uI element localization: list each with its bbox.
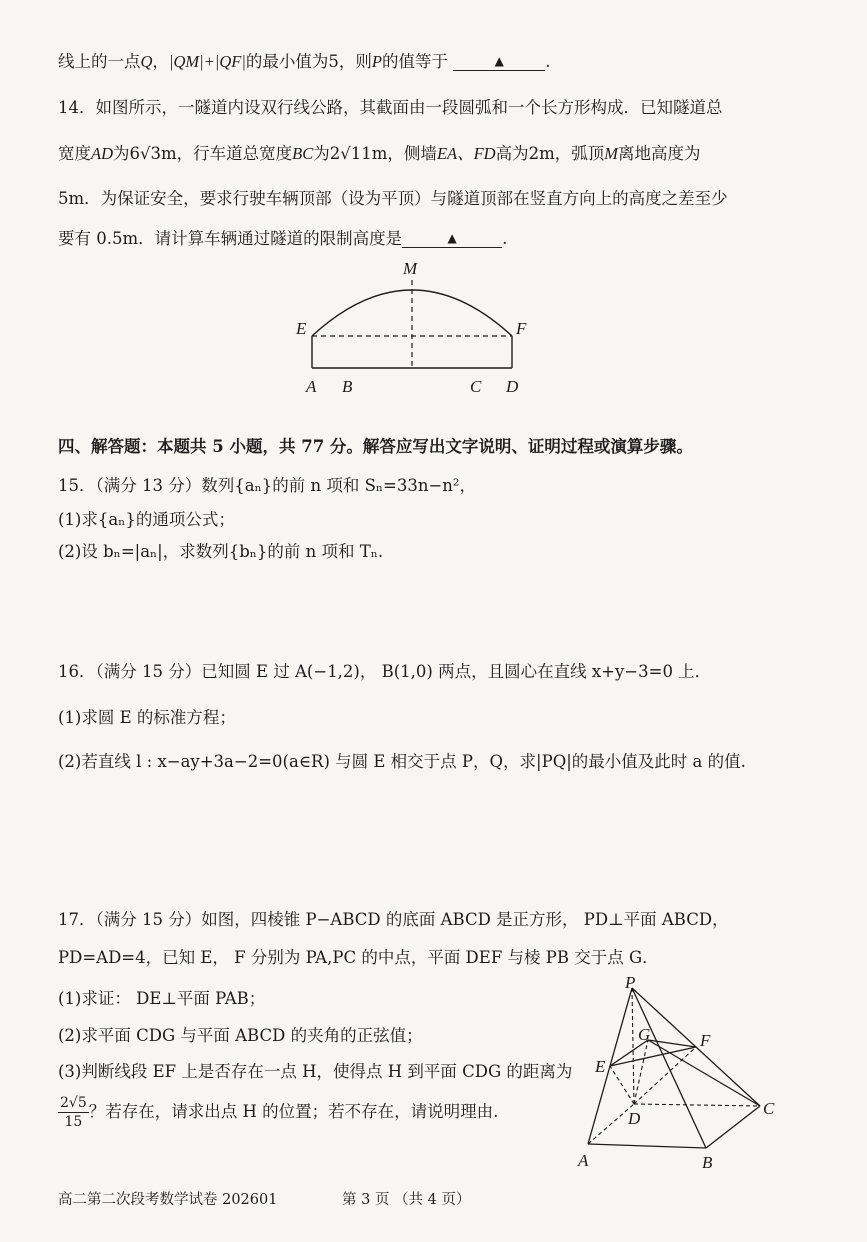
q15-part2: (2)设 bₙ=|aₙ|，求数列{bₙ}的前 n 项和 Tₙ.	[58, 542, 384, 561]
edge-DE	[610, 1066, 634, 1104]
q14-l2k: 高为2m，弧顶	[495, 144, 605, 163]
q13-p: P	[371, 52, 382, 71]
label-F: F	[700, 1031, 711, 1050]
edge-DF	[634, 1047, 696, 1104]
edge-PD	[632, 988, 634, 1104]
q13-middle: 的最小值为5，则	[245, 52, 372, 71]
q17-part2: (2)求平面 CDG 与平面 ABCD 的夹角的正弦值；	[58, 1026, 423, 1045]
label-C: C	[470, 377, 482, 396]
label-F: F	[516, 319, 527, 338]
q17-part3-tail	[58, 1094, 498, 1131]
q14-l2h: 2√11	[329, 144, 372, 163]
q16-line1: 16．（满分 15 分）已知圆 E 过 A(−1,2)， B(1,0) 两点，且圆心在直线 x+y−3=0 上．	[58, 662, 712, 681]
label-D: D	[506, 377, 519, 396]
q17-line2: PD=AD=4，已知 E， F 分别为 PA,PC 的中点，平面 DEF 与棱 PB 交于点 G．	[58, 948, 659, 967]
q17-part3: (3)判断线段 EF 上是否存在一点 H，使得点 H 到平面 CDG 的距离为	[58, 1062, 573, 1081]
q14-l2d: 6√3	[129, 144, 162, 163]
q17-part1: (1)求证： DE⊥平面 PAB；	[58, 989, 266, 1008]
q13-answer-blank[interactable]	[453, 52, 545, 71]
footer-exam-title: 高二第二次段考数学试卷 202601	[58, 1192, 278, 1208]
q14-line1: 14．如图所示，一隧道内设双行线公路，其截面由一段圆弧和一个长方形构成．已知隧道总	[58, 98, 723, 117]
q14-l2g: 为	[313, 144, 330, 163]
q16-part1: (1)求圆 E 的标准方程；	[58, 708, 236, 727]
q14-l2l: M	[604, 144, 618, 163]
q13-point: Q	[140, 52, 153, 71]
q15-line1: 15．（满分 13 分）数列{aₙ}的前 n 项和 Sₙ=33n−n²，	[58, 476, 477, 495]
edge-DG	[634, 1040, 648, 1104]
label-B: B	[342, 377, 353, 396]
q16-part2: (2)若直线 l : x−ay+3a−2=0(a∈R) 与圆 E 相交于点 P，Q，求|PQ|的最小值及此时 a 的值.	[58, 752, 746, 771]
label-M: M	[403, 259, 418, 278]
pyramid-figure	[570, 976, 790, 1176]
q14-line4: 要有 0.5m．请计算车辆通过隧道的限制高度是 ▲ .	[58, 229, 508, 248]
label-P: P	[625, 976, 636, 992]
q13-sep: ，	[152, 52, 169, 71]
q14-l2a: 宽度	[58, 144, 91, 163]
q15-part1: (1)求{aₙ}的通项公式；	[58, 510, 235, 529]
q13-prefix: 线上的一点	[58, 52, 141, 71]
q14-line3: 5m．为保证安全，要求行驶车辆顶部（设为平顶）与隧道顶部在竖直方向上的高度之差至少	[58, 189, 728, 208]
q17-line1: 17．（满分 15 分）如图，四棱锥 P−ABCD 的底面 ABCD 是正方形， PD⊥平面 ABCD，	[58, 910, 729, 929]
edge-DC	[634, 1104, 760, 1106]
q14-answer-blank[interactable]	[402, 229, 502, 248]
answer-triangle-icon: ▲	[494, 54, 504, 68]
q14-l2f: BC	[292, 144, 314, 163]
label-C: C	[763, 1099, 775, 1118]
label-D: D	[628, 1109, 641, 1128]
q14-l2i: m，侧墙	[371, 144, 437, 163]
q13-tail-line: 线上的一点Q，|QM|+|QF|的最小值为5，则P的值等于 ▲ .	[58, 52, 551, 71]
label-E: E	[595, 1057, 606, 1076]
answer-triangle-icon: ▲	[447, 231, 457, 245]
label-B: B	[702, 1153, 713, 1172]
q14-l2j: EA、FD	[436, 144, 496, 163]
q17-part3-tail-text: ？若存在，请求出点 H 的位置；若不存在，请说明理由.	[88, 1102, 499, 1121]
q14-l2m: 离地高度为	[618, 144, 701, 163]
q14-line2	[58, 140, 701, 164]
distance-fraction	[58, 1094, 89, 1131]
q14-l2e: m，行车道总宽度	[161, 144, 293, 163]
q13-suffix: 的值等于	[381, 52, 448, 71]
fraction-denominator: 15	[64, 1114, 83, 1130]
fraction-numerator: 2√5	[60, 1095, 87, 1111]
q14-l2c: 为	[113, 144, 130, 163]
q14-l2b: AD	[91, 144, 113, 163]
q13-expr: |QM|+|QF|	[168, 52, 246, 71]
q14-l4: 要有 0.5m．请计算车辆通过隧道的限制高度是	[58, 229, 403, 248]
label-A: A	[578, 1151, 589, 1170]
section-4-heading: 四、解答题：本题共 5 小题，共 77 分。解答应写出文字说明、证明过程或演算步骤。	[58, 437, 693, 456]
label-G: G	[638, 1025, 651, 1044]
tunnel-figure	[290, 252, 540, 402]
label-E: E	[296, 319, 307, 338]
footer-page-number: 第 3 页 （共 4 页）	[342, 1192, 471, 1208]
label-A: A	[306, 377, 317, 396]
edge-BC	[706, 1106, 760, 1148]
edge-AB	[588, 1144, 706, 1148]
